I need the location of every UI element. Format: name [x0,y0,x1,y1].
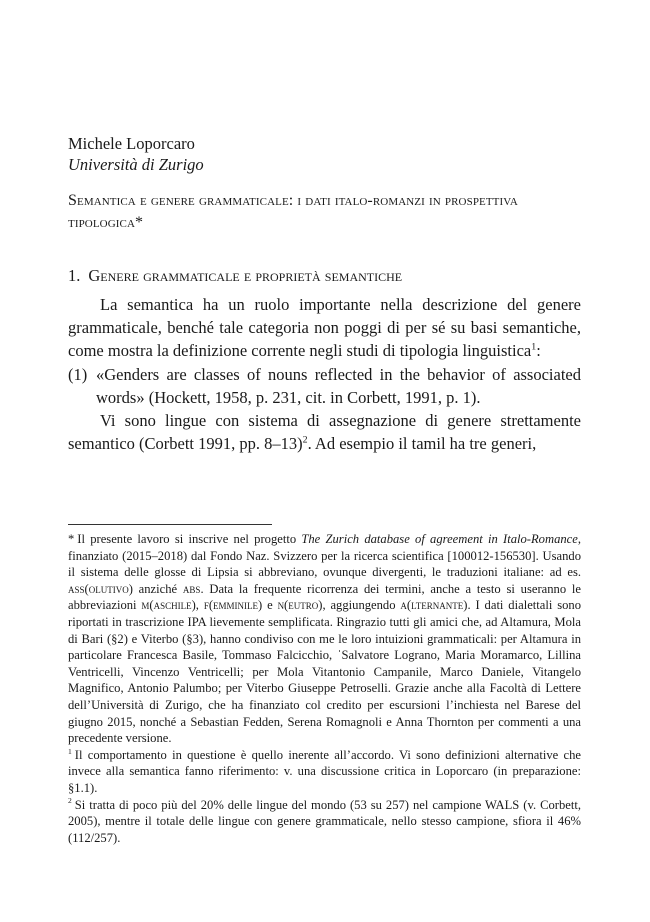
footnote-star-text-4: . Data la frequente ricorrenza dei termini, anche a testo si useranno le abbreviazioni [68,581,582,613]
footnote-star-mark: * [68,532,75,546]
footnote-star-and: e [262,598,278,613]
paragraph-2 [68,409,581,455]
footnote-2 [68,797,581,847]
paragraph-1-text: La semantica ha un ruolo importante nella descrizione del genere grammaticale, benché tale categoria non poggi di per sé su basi semantiche, come mostra la definizione corrente negli studi di tipologia linguistica [68,295,581,361]
footnote-star-text-5: , aggiungendo [322,598,401,613]
abbr-abs: abs [182,581,201,596]
example-1 [68,363,581,409]
footnote-star [68,531,581,747]
example-text: «Genders are classes of nouns reflected in the behavior of associated words» (Hockett, 1958, p. 231, cit. in Corbett, 1991, p. 1). [96,364,581,407]
paragraph-2-text-b: . Ad esempio il tamil ha tre generi, [307,434,537,454]
section-heading [68,265,581,287]
section-number: 1. [68,266,81,285]
footnote-1-text: Il comportamento in questione è quello inerente all’accordo. Vi sono definizioni alternative che invece alla semantica fanno riferimento: v. una discussione critica in Loporcaro (in preparazione: §1.1). [68,747,581,795]
abbr-f: f(emminile) [203,598,263,613]
footnote-star-text-1: Il presente lavoro si inscrive nel progetto [77,532,302,546]
footnote-ref-1: 1 [531,341,537,353]
abbr-m: m(aschile) [141,598,196,613]
footnote-divider [68,524,272,525]
footnote-2-text: Si tratta di poco più del 20% delle lingue del mondo (53 su 257) nel campione WALS (v. Corbett, 2005), mentre il totale delle lingue con genere grammaticale, nello stesso campione, sfiora il 46% (112/257). [68,797,581,845]
paper-title: Semantica e genere grammaticale: i dati italo-romanzi in prospettiva tipologica* [68,192,518,231]
footnotes [68,531,581,846]
author-name: Michele Loporcaro [68,134,195,153]
abbr-ass: ass(olutivo) [68,581,133,596]
footnote-star-text-2: , finanziato (2015–2018) dal Fondo Naz. Svizzero per la ricerca scientifica [100012-156530]. Usando il sistema delle glosse di Lipsia si abbreviano, ovunque divergenti, le traduzioni italiane: ad es. [68,532,581,580]
example-number: (1) [68,364,88,384]
footnote-2-mark: 2 [68,796,72,806]
footnote-star-text-6: . I dati dialettali sono riportati in trascrizione IPA lievemente semplificata. Ringrazio tutti gli amici che, ad Altamura, Mola di Bari (§2) e Viterbo (§3), hanno condiviso con me le loro intuizioni grammaticali: per Altamura in particolare Francesca Basile, Tommaso Falcicchio, ˈSalvatore Lograno, Maria Moramarco, Lillina Ventricelli, Vincenzo Ventricelli; per Mola Vitantonio Campanile, Marco Daniele, Vitangelo Magnifico, Antonio Palumbo; per Viterbo Giuseppe Petroselli. Grazie anche alla Facoltà di Lettere dell’Università di Zurigo, che ha finanziato col credito per escursioni l’inchiesta nel Barese del giugno 2015, nonché a Sebastian Fedden, Serena Romagnoli e Anna Thornton per commenti a una precedente versione. [68,598,582,746]
abbr-n: n(eutro) [277,598,323,613]
footnote-ref-2: 2 [302,434,308,446]
project-title: The Zurich database of agreement in Italo-Romance [301,532,578,546]
section-title: Genere grammaticale e proprietà semantiche [88,266,403,285]
footnote-star-text-3: anziché [132,581,183,596]
footnote-1-mark: 1 [68,746,72,756]
footnote-star-comma: , [195,598,204,613]
author-block [68,133,581,175]
abbr-a: a(lternante) [400,598,468,613]
body-text [68,293,581,455]
footnote-1 [68,747,581,797]
paragraph-1-end: : [536,341,541,361]
paragraph-2-text-a: Vi sono lingue con sistema di assegnazione di genere strettamente semantico (Corbett 1991, pp. 8–13) [68,411,581,454]
paragraph-1 [68,293,581,363]
author-affiliation: Università di Zurigo [68,155,204,174]
